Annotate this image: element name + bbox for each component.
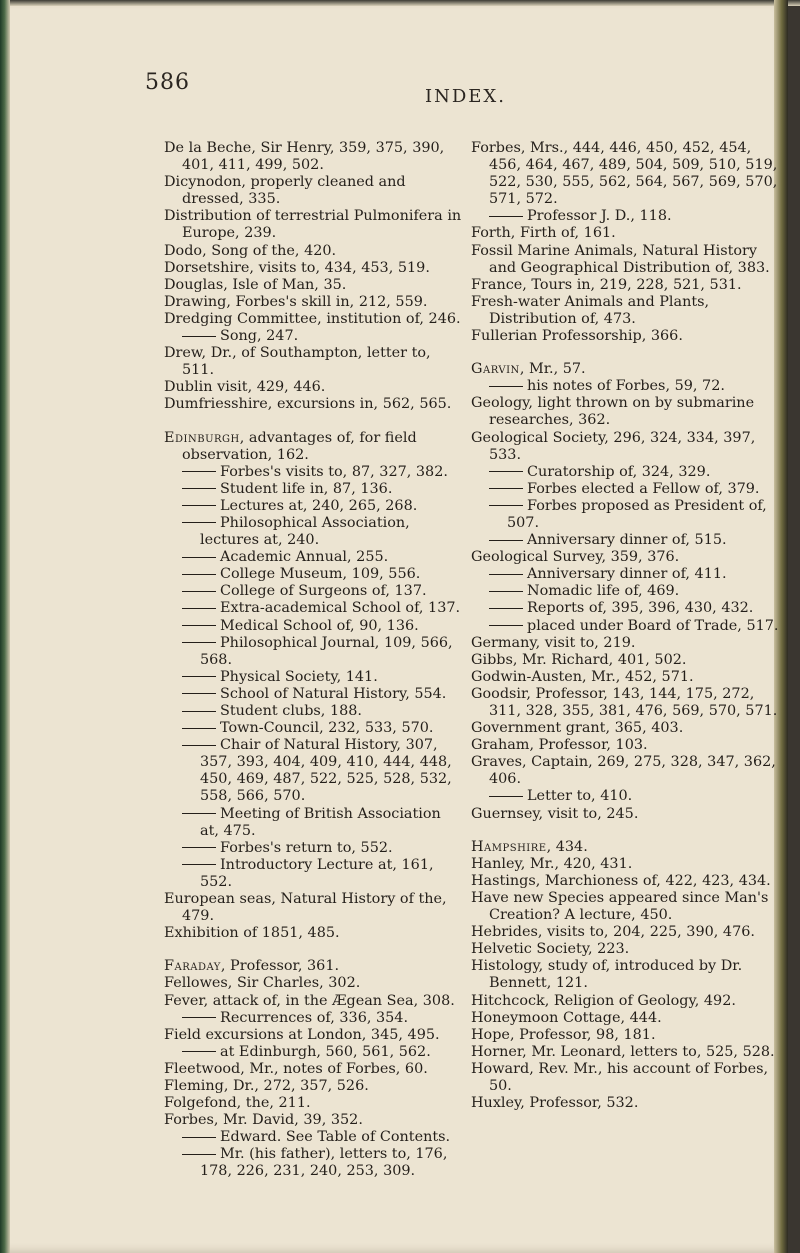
index-entry: Drawing, Forbes's skill in, 212, 559. bbox=[164, 293, 428, 310]
index-subentry: Anniversary dinner of, 515. bbox=[471, 532, 787, 549]
index-subentry: Student clubs, 188. bbox=[164, 703, 464, 720]
index-subentry: Forbes's visits to, 87, 327, 382. bbox=[164, 464, 464, 481]
index-entry: Hitchcock, Religion of Geology, 492. bbox=[471, 992, 736, 1009]
ditto-dash bbox=[182, 693, 216, 694]
index-column-right bbox=[471, 140, 787, 1112]
index-entry: De la Beche, Sir Henry, 359, 375, 390, 401, 411, 499, 502. bbox=[164, 140, 445, 174]
index-entry: Government grant, 365, 403. bbox=[471, 720, 684, 737]
ditto-dash bbox=[489, 574, 523, 575]
index-entry: Dorsetshire, visits to, 434, 453, 519. bbox=[164, 259, 430, 276]
index-entry: Hope, Professor, 98, 181. bbox=[471, 1026, 656, 1043]
index-entry: Fleming, Dr., 272, 357, 526. bbox=[164, 1077, 369, 1094]
index-entry: Garvin, Mr., 57. bbox=[471, 361, 586, 378]
index-subentry: Physical Society, 141. bbox=[164, 669, 464, 686]
index-entry: Honeymoon Cottage, 444. bbox=[471, 1009, 662, 1026]
ditto-dash bbox=[182, 711, 216, 712]
index-subentry: Lectures at, 240, 265, 268. bbox=[164, 498, 464, 515]
index-entry: Forbes, Mrs., 444, 446, 450, 452, 454, 456, 464, 467, 489, 504, 509, 510, 519, 522, 530, 555, 562, 564, 567, 569, 570, 571, 572. bbox=[471, 140, 778, 208]
index-entry: Folgefond, the, 211. bbox=[164, 1095, 311, 1112]
index-entry: Fossil Marine Animals, Natural History and Geographical Distribution of, 383. bbox=[471, 242, 770, 276]
ditto-dash bbox=[182, 642, 216, 643]
index-entry: European seas, Natural History of the, 479. bbox=[164, 891, 447, 925]
ditto-dash bbox=[182, 1137, 216, 1138]
ditto-dash bbox=[182, 676, 216, 677]
ditto-dash bbox=[182, 522, 216, 523]
index-entry: Dredging Committee, institution of, 246. bbox=[164, 310, 461, 327]
index-entry: Histology, study of, introduced by Dr. Bennett, 121. bbox=[471, 958, 743, 992]
index-entry: Dodo, Song of the, 420. bbox=[164, 242, 337, 259]
index-subentry: Forbes proposed as President of, 507. bbox=[471, 498, 787, 532]
index-entry: Dicynodon, properly cleaned and dressed, 335. bbox=[164, 174, 406, 208]
page-top-edge bbox=[0, 0, 800, 6]
ditto-dash bbox=[489, 591, 523, 592]
index-subentry: his notes of Forbes, 59, 72. bbox=[471, 378, 787, 395]
index-entry: Dumfriesshire, excursions in, 562, 565. bbox=[164, 396, 452, 413]
index-entry: Fresh-water Animals and Plants, Distribution of, 473. bbox=[471, 293, 710, 327]
index-entry: Exhibition of 1851, 485. bbox=[164, 925, 340, 942]
index-entry: Hampshire, 434. bbox=[471, 838, 588, 855]
index-subentry: Philosophical Association, lectures at, 240. bbox=[164, 515, 464, 549]
ditto-dash bbox=[182, 1051, 216, 1052]
index-entry: Gibbs, Mr. Richard, 401, 502. bbox=[471, 651, 687, 668]
index-subentry: College of Surgeons of, 137. bbox=[164, 583, 464, 600]
index-entry: Guernsey, visit to, 245. bbox=[471, 805, 639, 822]
index-subentry: at Edinburgh, 560, 561, 562. bbox=[164, 1044, 464, 1061]
index-entry: Have new Species appeared since Man's Creation? A lecture, 450. bbox=[471, 889, 769, 924]
section-initial-word: Edinburgh bbox=[164, 429, 240, 446]
index-subentry: Nomadic life of, 469. bbox=[471, 583, 787, 600]
index-column-left bbox=[164, 140, 464, 1181]
section-initial-word: Faraday bbox=[164, 958, 221, 975]
ditto-dash bbox=[182, 847, 216, 848]
index-subentry: School of Natural History, 554. bbox=[164, 686, 464, 703]
index-entry: Drew, Dr., of Southampton, letter to, 511. bbox=[164, 345, 431, 379]
ditto-dash bbox=[182, 1154, 216, 1155]
index-subentry: Chair of Natural History, 307, 357, 393, 404, 409, 410, 444, 448, 450, 469, 487, 522, 525, 528, 532, 558, 566, 570. bbox=[164, 737, 464, 805]
ditto-dash bbox=[182, 557, 216, 558]
index-entry: Geological Survey, 359, 376. bbox=[471, 549, 680, 566]
index-entry: Fullerian Professorship, 366. bbox=[471, 328, 683, 345]
section-gap bbox=[471, 345, 787, 361]
ditto-dash bbox=[182, 574, 216, 575]
ditto-dash bbox=[182, 745, 216, 746]
section-initial-word: Garvin bbox=[471, 361, 520, 378]
ditto-dash bbox=[489, 625, 523, 626]
ditto-dash bbox=[489, 796, 523, 797]
index-subentry: Edward. See Table of Contents. bbox=[164, 1129, 464, 1146]
index-subentry: Meeting of British Association at, 475. bbox=[164, 806, 464, 840]
index-entry: Graham, Professor, 103. bbox=[471, 737, 648, 754]
index-subentry: Song, 247. bbox=[164, 328, 464, 345]
index-entry: Helvetic Society, 223. bbox=[471, 941, 630, 958]
section-gap bbox=[164, 414, 464, 430]
ditto-dash bbox=[182, 488, 216, 489]
index-entry: Dublin visit, 429, 446. bbox=[164, 379, 326, 396]
ditto-dash bbox=[182, 728, 216, 729]
running-head: INDEX. bbox=[425, 86, 506, 107]
index-entry: Fleetwood, Mr., notes of Forbes, 60. bbox=[164, 1060, 428, 1077]
index-entry: Geology, light thrown on by submarine researches, 362. bbox=[471, 395, 755, 429]
index-entry: Howard, Rev. Mr., his account of Forbes, 50. bbox=[471, 1060, 769, 1094]
ditto-dash bbox=[489, 386, 523, 387]
index-subentry: Extra-academical School of, 137. bbox=[164, 600, 464, 617]
index-subentry: Philosophical Journal, 109, 566, 568. bbox=[164, 635, 464, 669]
ditto-dash bbox=[182, 1017, 216, 1018]
index-entry: Faraday, Professor, 361. bbox=[164, 958, 340, 975]
index-subentry: Introductory Lecture at, 161, 552. bbox=[164, 857, 464, 891]
ditto-dash bbox=[489, 608, 523, 609]
index-subentry: Recurrences of, 336, 354. bbox=[164, 1010, 464, 1027]
ditto-dash bbox=[182, 608, 216, 609]
index-subentry: Student life in, 87, 136. bbox=[164, 481, 464, 498]
ditto-dash bbox=[489, 471, 523, 472]
ditto-dash bbox=[489, 488, 523, 489]
index-entry: Forbes, Mr. David, 39, 352. bbox=[164, 1112, 363, 1129]
index-entry: Geological Society, 296, 324, 334, 397, 533. bbox=[471, 429, 756, 463]
index-subentry: Letter to, 410. bbox=[471, 788, 787, 805]
index-entry: Fellowes, Sir Charles, 302. bbox=[164, 975, 361, 992]
index-entry: Field excursions at London, 345, 495. bbox=[164, 1026, 440, 1043]
index-subentry: placed under Board of Trade, 517. bbox=[471, 618, 787, 635]
index-entry: Hastings, Marchioness of, 422, 423, 434. bbox=[471, 872, 771, 889]
index-subentry: Medical School of, 90, 136. bbox=[164, 618, 464, 635]
index-entry: Horner, Mr. Leonard, letters to, 525, 528. bbox=[471, 1043, 775, 1060]
index-entry: Edinburgh, advantages of, for field observation, 162. bbox=[164, 429, 417, 463]
index-subentry: Forbes elected a Fellow of, 379. bbox=[471, 481, 787, 498]
index-subentry: Reports of, 395, 396, 430, 432. bbox=[471, 600, 787, 617]
index-entry: Douglas, Isle of Man, 35. bbox=[164, 276, 347, 293]
section-initial-word: Hampshire bbox=[471, 838, 547, 855]
index-entry: Distribution of terrestrial Pulmonifera in Europe, 239. bbox=[164, 208, 462, 242]
ditto-dash bbox=[182, 625, 216, 626]
index-subentry: Mr. (his father), letters to, 176, 178, 226, 231, 240, 253, 309. bbox=[164, 1146, 464, 1180]
ditto-dash bbox=[182, 864, 216, 865]
book-spine-edge bbox=[0, 0, 10, 1253]
index-entry: Hanley, Mr., 420, 431. bbox=[471, 855, 633, 872]
index-entry: Godwin-Austen, Mr., 452, 571. bbox=[471, 668, 694, 685]
index-subentry: Curatorship of, 324, 329. bbox=[471, 464, 787, 481]
ditto-dash bbox=[182, 591, 216, 592]
ditto-dash bbox=[182, 471, 216, 472]
index-entry: Hebrides, visits to, 204, 225, 390, 476. bbox=[471, 924, 755, 941]
ditto-dash bbox=[489, 216, 523, 217]
section-gap bbox=[471, 823, 787, 839]
index-subentry: College Museum, 109, 556. bbox=[164, 566, 464, 583]
page-number: 586 bbox=[145, 70, 190, 95]
index-entry: Huxley, Professor, 532. bbox=[471, 1095, 639, 1112]
ditto-dash bbox=[182, 813, 216, 814]
index-subentry: Academic Annual, 255. bbox=[164, 549, 464, 566]
index-subentry: Town-Council, 232, 533, 570. bbox=[164, 720, 464, 737]
index-entry: Forth, Firth of, 161. bbox=[471, 225, 616, 242]
index-subentry: Forbes's return to, 552. bbox=[164, 840, 464, 857]
ditto-dash bbox=[182, 505, 216, 506]
section-gap bbox=[164, 942, 464, 958]
ditto-dash bbox=[489, 540, 523, 541]
index-subentry: Anniversary dinner of, 411. bbox=[471, 566, 787, 583]
index-entry: Graves, Captain, 269, 275, 328, 347, 362, 406. bbox=[471, 754, 776, 788]
index-entry: Fever, attack of, in the Ægean Sea, 308. bbox=[164, 992, 455, 1009]
index-entry: Germany, visit to, 219. bbox=[471, 634, 636, 651]
index-subentry: Professor J. D., 118. bbox=[471, 208, 787, 225]
index-entry: Goodsir, Professor, 143, 144, 175, 272, 311, 328, 355, 381, 476, 569, 570, 571. bbox=[471, 685, 778, 719]
ditto-dash bbox=[182, 336, 216, 337]
index-entry: France, Tours in, 219, 228, 521, 531. bbox=[471, 276, 742, 293]
ditto-dash bbox=[489, 505, 523, 506]
